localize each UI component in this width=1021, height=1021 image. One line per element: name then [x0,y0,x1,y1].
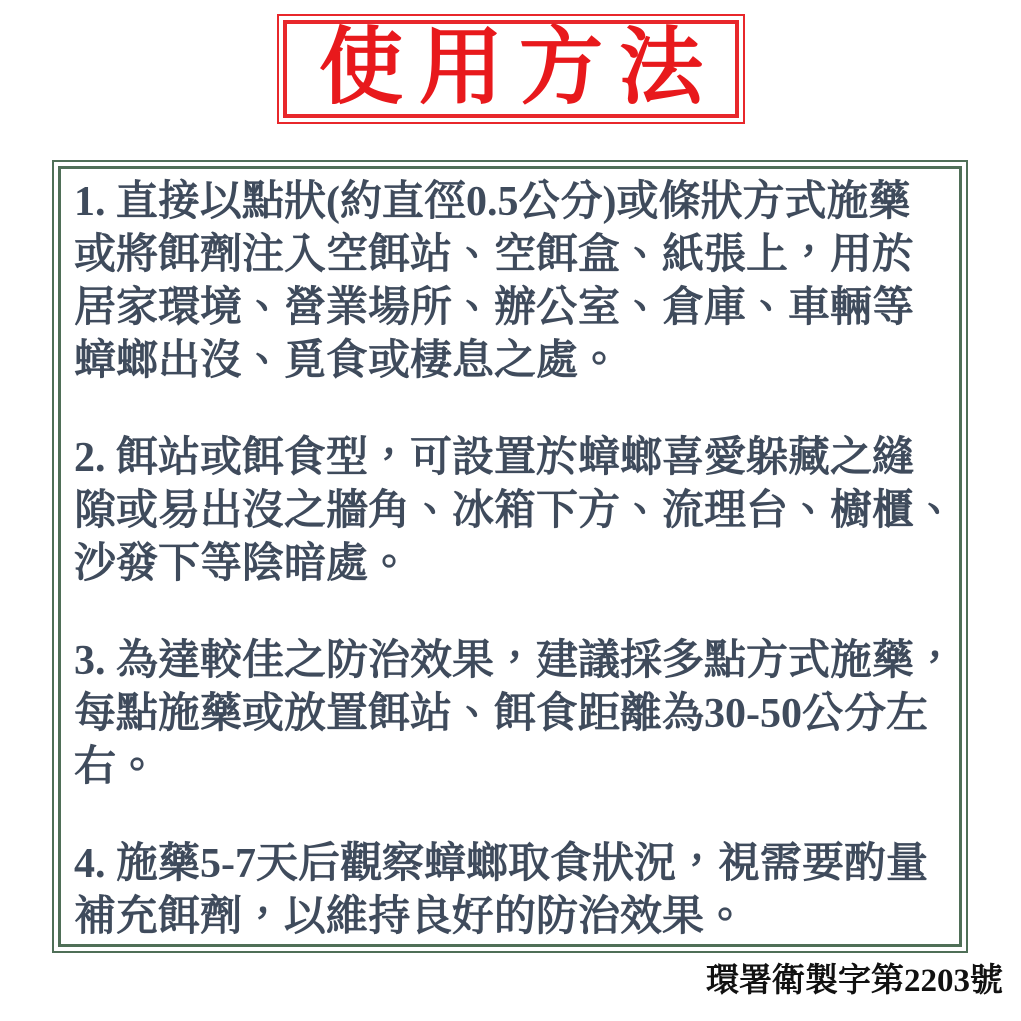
title-box [277,14,745,124]
page-title: 使用方法 [318,22,719,115]
instruction-line: 居家環境、營業場所、辦公室、倉庫、車輛等 [74,285,915,331]
instruction-line: 補充餌劑，以維持良好的防治效果。 [74,894,747,940]
instruction-line: 右。 [74,744,159,790]
instruction-line: 每點施藥或放置餌站、餌食距離為30-50公分左 [74,691,928,737]
instruction-line: 4. 施藥5-7天后觀察蟑螂取食狀況，視需要酌量 [74,841,928,887]
instruction-line: 或將餌劑注入空餌站、空餌盒、紙張上，用於 [74,232,915,278]
instructions-panel-inner [58,166,962,947]
instruction-line: 2. 餌站或餌食型，可設置於蟑螂喜愛躲藏之縫 [74,435,915,481]
instructions-panel [52,160,968,953]
instruction-line: 3. 為達較佳之防治效果，建議採多點方式施藥， [74,638,957,684]
title-border-inner [283,20,739,118]
instruction-paragraph-4 [74,838,953,944]
instruction-line: 1. 直接以點狀(約直徑0.5公分)或條狀方式施藥 [74,179,911,225]
instruction-paragraph-1 [74,176,953,388]
instruction-line: 蟑螂出沒、覓食或棲息之處。 [74,338,621,384]
instruction-line: 沙發下等陰暗處。 [74,541,411,587]
instruction-line: 隙或易出沒之牆角、冰箱下方、流理台、櫥櫃、 [74,488,957,534]
instruction-paragraph-3 [74,635,957,794]
instruction-paragraph-2 [74,432,957,591]
registration-number: 環署衛製字第2203號 [706,963,1003,999]
